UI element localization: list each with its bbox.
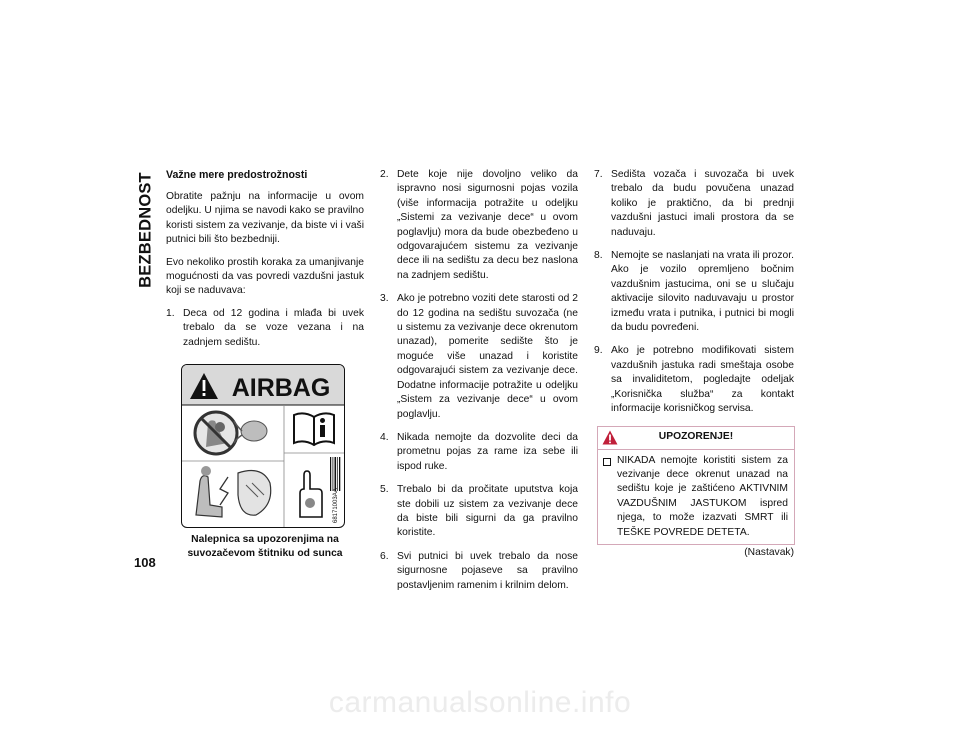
label-part-code: 68171003AA: [333, 488, 339, 524]
list-item: 3. Ako je potrebno voziti dete starosti od 2 do 12 godina na sedištu suvozača (ne u sistemu za vezivanje dece okrenutom unazad), pomerite sedište što je moguće više unazad i koristite odgovarajući sistem za vezivanje dece. Dodatne informacije potražite u odeljku „Sistem za vezivanje dece“ u ovom poglavlju.: [380, 293, 578, 420]
label-title: AIRBAG: [231, 374, 331, 403]
list-item: 4. Nikada nemojte da dozvolite deci da prometnu pojas za rame iza sebe ili ispod ruke.: [380, 431, 578, 472]
hand-pointing-icon: [300, 471, 322, 517]
list-item: 7. Sedišta vozača i suvozača bi uvek trebalo da budu povučena unazad koliko je praktično, da bi prednji vazdušni jastuci imali prostora da se naduvaju.: [594, 169, 794, 238]
warning-title: UPOZORENJE!: [658, 431, 734, 443]
no-rear-facing-child-seat-icon: [195, 412, 237, 454]
manual-book-icon: [294, 413, 334, 445]
warning-body: [598, 450, 794, 544]
warning-header: [598, 427, 794, 450]
continued-label: (Nastavak): [744, 546, 794, 558]
list-item: 6. Svi putnici bi uvek trebalo da nose sigurnosne pojaseve sa pravilno postavljenim ramenim i krilnim delom.: [380, 550, 578, 591]
warning-triangle-icon: [602, 430, 618, 445]
warning-text: NIKADA nemojte koristiti sistem za vezivanje dece okrenut unazad na sedištu koje je zaštićeno AKTIVNIM VAZDUŠNIM JASTUKOM ispred njega, to može izazvati SMRT ili TEŠKE POVREDE DETETA.: [617, 454, 788, 538]
airbag-deploy-icon: [234, 421, 267, 443]
page-number: 108: [134, 555, 156, 570]
section-tab: [134, 168, 158, 292]
precaution-list: [594, 168, 794, 417]
warning-box: [597, 426, 795, 545]
figure-caption: Nalepnica sa upozorenjima na suvozačevom štitniku od sunca: [187, 534, 343, 559]
checkbox-bullet-icon: [603, 458, 611, 466]
precaution-list: [166, 307, 364, 350]
column-right: [594, 168, 794, 560]
list-item: 9. Ako je potrebno modifikovati sistem vazdušnih jastuka radi smeštaja osobe sa invaliditetom, pogledajte odeljak „Korisnička služba“ za kontakt informacije korisničkog servisa.: [594, 345, 794, 415]
section-heading: Važne mere predostrožnosti: [166, 169, 308, 181]
intro-paragraph: Evo nekoliko prostih koraka za umanjivanje mogućnosti da vas povredi vazdušni jastuk koji se naduvava:: [166, 256, 364, 297]
intro-paragraph: Obratite pažnju na informacije u ovom odeljku. U njima se navodi kako se pravilno koristi sistem za vezivanje, da biste vi i vaši putnici bili što bezbedniji.: [166, 191, 364, 246]
list-item: 1. Deca od 12 godina i mlađa bi uvek trebalo da se voze vezana i na zadnjem sedištu.: [166, 307, 364, 348]
list-item: 8. Nemojte se naslanjati na vrata ili prozor. Ako je vozilo opremljeno bočnim vazdušnim jastucima, oni se u slučaju aktivacije silovito naduvavaju u prostor između vrata i putnika, i putnici bi mogli da budu povređeni.: [594, 250, 794, 334]
list-item: 5. Trebalo bi da pročitate uputstva koja ste dobili uz sistem za vezivanje dece da biste bili sigurni da ga pravilno koristite.: [380, 484, 578, 539]
list-item: 2. Dete koje nije dovoljno veliko da ispravno nosi sigurnosni pojas vozila (više informacija potražite u odeljku „Sistemi za vezivanje dece“ u ovom poglavlju) mora da bude obezbeđeno u odgovarajućem sistemu za vezivanje dece ili na sedištu za decu bez naslona na zadnjem sedištu.: [380, 169, 578, 281]
barcode-icon: [330, 457, 340, 491]
column-middle: [380, 168, 578, 602]
watermark: carmanualsonline.info: [328, 686, 632, 719]
column-left: [166, 168, 364, 560]
airbag-warning-label-figure: [181, 364, 345, 528]
seat-side-airbag-icon: [196, 466, 271, 517]
section-tab-label: BEZBEDNOST: [136, 172, 155, 288]
precaution-list: [380, 168, 578, 593]
